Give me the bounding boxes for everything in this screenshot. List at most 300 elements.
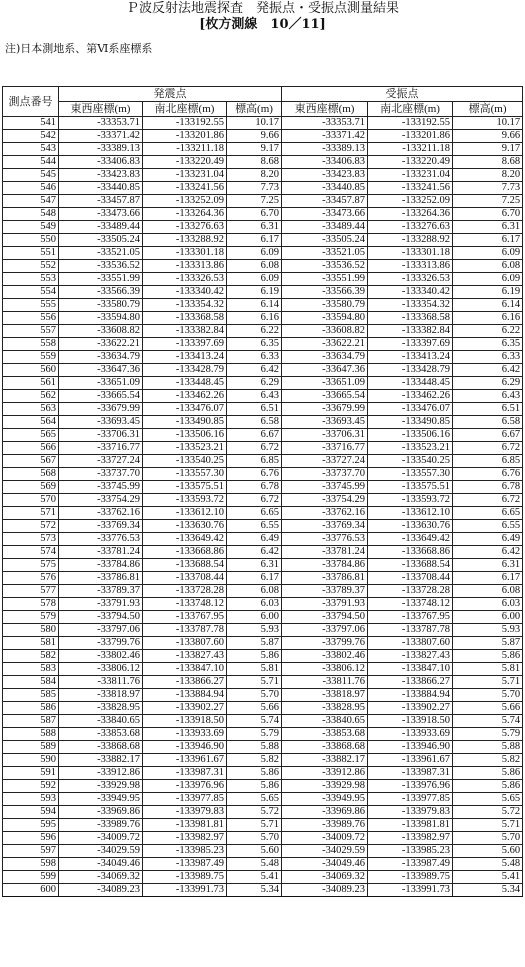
source-elevation-cell: 5.34 <box>227 884 282 897</box>
document-subtitle: [枚方測線 10／11] <box>199 17 326 32</box>
source-elevation-cell: 6.08 <box>227 585 282 598</box>
receiver-easting-cell: -33745.99 <box>282 481 368 494</box>
point-number-cell: 594 <box>3 806 59 819</box>
receiver-elevation-cell: 5.87 <box>453 637 523 650</box>
table-row <box>3 117 523 130</box>
point-number-cell: 579 <box>3 611 59 624</box>
point-number-cell: 546 <box>3 182 59 195</box>
table-row <box>3 234 523 247</box>
receiver-northing-cell: -133884.94 <box>368 689 453 702</box>
source-northing-cell: -133276.63 <box>143 221 227 234</box>
receiver-easting-cell: -33840.65 <box>282 715 368 728</box>
receiver-elevation-cell: 5.70 <box>453 689 523 702</box>
receiver-elevation-cell: 6.03 <box>453 598 523 611</box>
receiver-easting-cell: -34069.32 <box>282 871 368 884</box>
source-northing-cell: -133982.97 <box>143 832 227 845</box>
source-northing-cell: -133827.43 <box>143 650 227 663</box>
source-easting-cell: -33608.82 <box>59 325 143 338</box>
table-row <box>3 338 523 351</box>
point-number-cell: 567 <box>3 455 59 468</box>
header-point-number: 測点番号 <box>3 87 59 117</box>
source-elevation-cell: 6.67 <box>227 429 282 442</box>
source-easting-cell: -33786.81 <box>59 572 143 585</box>
source-northing-cell: -133301.18 <box>143 247 227 260</box>
table-row <box>3 312 523 325</box>
receiver-elevation-cell: 5.66 <box>453 702 523 715</box>
table-row <box>3 494 523 507</box>
receiver-easting-cell: -33679.99 <box>282 403 368 416</box>
table-row <box>3 884 523 897</box>
receiver-elevation-cell: 6.85 <box>453 455 523 468</box>
source-elevation-cell: 9.66 <box>227 130 282 143</box>
receiver-elevation-cell: 6.58 <box>453 416 523 429</box>
receiver-elevation-cell: 6.09 <box>453 247 523 260</box>
receiver-northing-cell: -133490.85 <box>368 416 453 429</box>
receiver-easting-cell: -33882.17 <box>282 754 368 767</box>
receiver-elevation-cell: 5.72 <box>453 806 523 819</box>
receiver-easting-cell: -33802.46 <box>282 650 368 663</box>
source-northing-cell: -133192.55 <box>143 117 227 130</box>
table-row <box>3 793 523 806</box>
receiver-easting-cell: -33828.95 <box>282 702 368 715</box>
receiver-northing-cell: -133252.09 <box>368 195 453 208</box>
receiver-northing-cell: -133211.18 <box>368 143 453 156</box>
header-source-northing: 南北座標(m) <box>143 102 227 117</box>
point-number-cell: 580 <box>3 624 59 637</box>
receiver-northing-cell: -133241.56 <box>368 182 453 195</box>
source-northing-cell: -133354.32 <box>143 299 227 312</box>
table-row <box>3 715 523 728</box>
table-row <box>3 520 523 533</box>
source-northing-cell: -133728.28 <box>143 585 227 598</box>
source-elevation-cell: 6.43 <box>227 390 282 403</box>
point-number-cell: 558 <box>3 338 59 351</box>
receiver-elevation-cell: 7.73 <box>453 182 523 195</box>
point-number-cell: 556 <box>3 312 59 325</box>
receiver-elevation-cell: 6.51 <box>453 403 523 416</box>
receiver-elevation-cell: 6.33 <box>453 351 523 364</box>
source-elevation-cell: 6.65 <box>227 507 282 520</box>
receiver-northing-cell: -133987.31 <box>368 767 453 780</box>
source-northing-cell: -133989.75 <box>143 871 227 884</box>
source-elevation-cell: 5.71 <box>227 819 282 832</box>
receiver-easting-cell: -33784.86 <box>282 559 368 572</box>
receiver-easting-cell: -33551.99 <box>282 273 368 286</box>
source-easting-cell: -33737.70 <box>59 468 143 481</box>
point-number-cell: 572 <box>3 520 59 533</box>
source-elevation-cell: 5.88 <box>227 741 282 754</box>
receiver-easting-cell: -34029.59 <box>282 845 368 858</box>
receiver-elevation-cell: 9.17 <box>453 143 523 156</box>
source-easting-cell: -33794.50 <box>59 611 143 624</box>
receiver-northing-cell: -133982.97 <box>368 832 453 845</box>
receiver-northing-cell: -133428.79 <box>368 364 453 377</box>
receiver-elevation-cell: 9.66 <box>453 130 523 143</box>
receiver-elevation-cell: 5.65 <box>453 793 523 806</box>
receiver-northing-cell: -133649.42 <box>368 533 453 546</box>
point-number-cell: 570 <box>3 494 59 507</box>
receiver-easting-cell: -33786.81 <box>282 572 368 585</box>
source-easting-cell: -33594.80 <box>59 312 143 325</box>
source-elevation-cell: 5.93 <box>227 624 282 637</box>
table-row <box>3 806 523 819</box>
receiver-elevation-cell: 6.22 <box>453 325 523 338</box>
receiver-northing-cell: -133933.69 <box>368 728 453 741</box>
table-row <box>3 208 523 221</box>
header-receiver-point: 受振点 <box>282 87 523 102</box>
receiver-elevation-cell: 5.60 <box>453 845 523 858</box>
source-easting-cell: -33634.79 <box>59 351 143 364</box>
receiver-elevation-cell: 6.19 <box>453 286 523 299</box>
source-northing-cell: -133540.25 <box>143 455 227 468</box>
receiver-easting-cell: -33457.87 <box>282 195 368 208</box>
receiver-elevation-cell: 6.43 <box>453 390 523 403</box>
table-row <box>3 507 523 520</box>
receiver-elevation-cell: 6.29 <box>453 377 523 390</box>
source-northing-cell: -133462.26 <box>143 390 227 403</box>
receiver-elevation-cell: 10.17 <box>453 117 523 130</box>
source-northing-cell: -133985.23 <box>143 845 227 858</box>
receiver-elevation-cell: 5.79 <box>453 728 523 741</box>
receiver-northing-cell: -133902.27 <box>368 702 453 715</box>
source-elevation-cell: 5.65 <box>227 793 282 806</box>
source-elevation-cell: 5.48 <box>227 858 282 871</box>
source-northing-cell: -133211.18 <box>143 143 227 156</box>
source-elevation-cell: 6.09 <box>227 273 282 286</box>
source-northing-cell: -133688.54 <box>143 559 227 572</box>
receiver-northing-cell: -133981.81 <box>368 819 453 832</box>
table-row <box>3 455 523 468</box>
source-elevation-cell: 6.58 <box>227 416 282 429</box>
table-row <box>3 325 523 338</box>
receiver-northing-cell: -133989.75 <box>368 871 453 884</box>
source-elevation-cell: 6.70 <box>227 208 282 221</box>
table-row <box>3 728 523 741</box>
receiver-northing-cell: -133575.51 <box>368 481 453 494</box>
table-row <box>3 845 523 858</box>
receiver-easting-cell: -33651.09 <box>282 377 368 390</box>
source-easting-cell: -33929.98 <box>59 780 143 793</box>
receiver-northing-cell: -133961.67 <box>368 754 453 767</box>
source-easting-cell: -33745.99 <box>59 481 143 494</box>
point-number-cell: 566 <box>3 442 59 455</box>
receiver-elevation-cell: 5.74 <box>453 715 523 728</box>
document-title: Ｐ波反射法地震探査 発振点・受振点測量結果 <box>125 1 399 16</box>
table-row <box>3 819 523 832</box>
receiver-elevation-cell: 5.48 <box>453 858 523 871</box>
table-row <box>3 156 523 169</box>
source-easting-cell: -33868.68 <box>59 741 143 754</box>
table-row <box>3 689 523 702</box>
source-elevation-cell: 8.68 <box>227 156 282 169</box>
receiver-easting-cell: -33797.06 <box>282 624 368 637</box>
source-elevation-cell: 7.73 <box>227 182 282 195</box>
table-row <box>3 377 523 390</box>
receiver-easting-cell: -33969.86 <box>282 806 368 819</box>
source-elevation-cell: 6.22 <box>227 325 282 338</box>
source-northing-cell: -133991.73 <box>143 884 227 897</box>
receiver-elevation-cell: 6.14 <box>453 299 523 312</box>
source-northing-cell: -133340.42 <box>143 286 227 299</box>
source-easting-cell: -33828.95 <box>59 702 143 715</box>
table-row <box>3 780 523 793</box>
receiver-elevation-cell: 5.71 <box>453 676 523 689</box>
point-number-cell: 590 <box>3 754 59 767</box>
source-easting-cell: -33551.99 <box>59 273 143 286</box>
table-row <box>3 663 523 676</box>
receiver-easting-cell: -33769.34 <box>282 520 368 533</box>
source-northing-cell: -133397.69 <box>143 338 227 351</box>
source-elevation-cell: 6.09 <box>227 247 282 260</box>
point-number-cell: 583 <box>3 663 59 676</box>
receiver-northing-cell: -133946.90 <box>368 741 453 754</box>
header-source-elevation: 標高(m) <box>227 102 282 117</box>
source-northing-cell: -133977.85 <box>143 793 227 806</box>
source-elevation-cell: 5.74 <box>227 715 282 728</box>
source-northing-cell: -133630.76 <box>143 520 227 533</box>
receiver-elevation-cell: 6.31 <box>453 559 523 572</box>
receiver-northing-cell: -133354.32 <box>368 299 453 312</box>
receiver-northing-cell: -133748.12 <box>368 598 453 611</box>
source-easting-cell: -33521.05 <box>59 247 143 260</box>
source-northing-cell: -133241.56 <box>143 182 227 195</box>
source-easting-cell: -33769.34 <box>59 520 143 533</box>
source-northing-cell: -133490.85 <box>143 416 227 429</box>
point-number-cell: 565 <box>3 429 59 442</box>
source-northing-cell: -133787.78 <box>143 624 227 637</box>
source-elevation-cell: 10.17 <box>227 117 282 130</box>
source-elevation-cell: 7.25 <box>227 195 282 208</box>
point-number-cell: 544 <box>3 156 59 169</box>
source-elevation-cell: 5.79 <box>227 728 282 741</box>
source-northing-cell: -133593.72 <box>143 494 227 507</box>
receiver-northing-cell: -133557.30 <box>368 468 453 481</box>
receiver-northing-cell: -133612.10 <box>368 507 453 520</box>
point-number-cell: 589 <box>3 741 59 754</box>
table-row <box>3 221 523 234</box>
source-elevation-cell: 6.72 <box>227 442 282 455</box>
source-easting-cell: -33811.76 <box>59 676 143 689</box>
source-northing-cell: -133961.67 <box>143 754 227 767</box>
source-northing-cell: -133368.58 <box>143 312 227 325</box>
table-row <box>3 390 523 403</box>
source-easting-cell: -33754.29 <box>59 494 143 507</box>
source-northing-cell: -133252.09 <box>143 195 227 208</box>
source-elevation-cell: 6.76 <box>227 468 282 481</box>
receiver-elevation-cell: 5.86 <box>453 780 523 793</box>
source-elevation-cell: 5.70 <box>227 832 282 845</box>
source-easting-cell: -33853.68 <box>59 728 143 741</box>
point-number-cell: 562 <box>3 390 59 403</box>
source-northing-cell: -133767.95 <box>143 611 227 624</box>
receiver-easting-cell: -33818.97 <box>282 689 368 702</box>
source-elevation-cell: 9.17 <box>227 143 282 156</box>
source-northing-cell: -133866.27 <box>143 676 227 689</box>
receiver-elevation-cell: 6.42 <box>453 364 523 377</box>
receiver-elevation-cell: 5.93 <box>453 624 523 637</box>
receiver-easting-cell: -33737.70 <box>282 468 368 481</box>
table-row <box>3 260 523 273</box>
source-northing-cell: -133987.31 <box>143 767 227 780</box>
source-northing-cell: -133264.36 <box>143 208 227 221</box>
source-easting-cell: -33806.12 <box>59 663 143 676</box>
source-northing-cell: -133981.81 <box>143 819 227 832</box>
receiver-northing-cell: -133985.23 <box>368 845 453 858</box>
source-easting-cell: -33762.16 <box>59 507 143 520</box>
source-elevation-cell: 5.60 <box>227 845 282 858</box>
receiver-easting-cell: -33754.29 <box>282 494 368 507</box>
receiver-elevation-cell: 6.08 <box>453 585 523 598</box>
table-row <box>3 624 523 637</box>
point-number-cell: 595 <box>3 819 59 832</box>
point-number-cell: 576 <box>3 572 59 585</box>
receiver-northing-cell: -133918.50 <box>368 715 453 728</box>
receiver-elevation-cell: 8.20 <box>453 169 523 182</box>
receiver-elevation-cell: 5.41 <box>453 871 523 884</box>
table-row <box>3 650 523 663</box>
table-row <box>3 702 523 715</box>
source-easting-cell: -33789.37 <box>59 585 143 598</box>
receiver-elevation-cell: 6.78 <box>453 481 523 494</box>
receiver-northing-cell: -133276.63 <box>368 221 453 234</box>
table-row <box>3 559 523 572</box>
source-elevation-cell: 6.35 <box>227 338 282 351</box>
receiver-elevation-cell: 7.25 <box>453 195 523 208</box>
receiver-elevation-cell: 6.65 <box>453 507 523 520</box>
receiver-elevation-cell: 6.55 <box>453 520 523 533</box>
source-easting-cell: -33969.86 <box>59 806 143 819</box>
receiver-easting-cell: -33912.86 <box>282 767 368 780</box>
header-receiver-elevation: 標高(m) <box>453 102 523 117</box>
source-northing-cell: -133288.92 <box>143 234 227 247</box>
receiver-northing-cell: -133767.95 <box>368 611 453 624</box>
point-number-cell: 598 <box>3 858 59 871</box>
table-row <box>3 195 523 208</box>
receiver-easting-cell: -33608.82 <box>282 325 368 338</box>
receiver-easting-cell: -33868.68 <box>282 741 368 754</box>
receiver-northing-cell: -133523.21 <box>368 442 453 455</box>
source-elevation-cell: 6.00 <box>227 611 282 624</box>
source-easting-cell: -33580.79 <box>59 299 143 312</box>
point-number-cell: 575 <box>3 559 59 572</box>
point-number-cell: 574 <box>3 546 59 559</box>
point-number-cell: 569 <box>3 481 59 494</box>
source-easting-cell: -34009.72 <box>59 832 143 845</box>
source-easting-cell: -33647.36 <box>59 364 143 377</box>
source-elevation-cell: 6.03 <box>227 598 282 611</box>
point-number-cell: 573 <box>3 533 59 546</box>
receiver-elevation-cell: 6.42 <box>453 546 523 559</box>
table-row <box>3 533 523 546</box>
point-number-cell: 599 <box>3 871 59 884</box>
table-row <box>3 871 523 884</box>
receiver-elevation-cell: 6.76 <box>453 468 523 481</box>
receiver-northing-cell: -133987.49 <box>368 858 453 871</box>
receiver-easting-cell: -33665.54 <box>282 390 368 403</box>
receiver-easting-cell: -33794.50 <box>282 611 368 624</box>
receiver-elevation-cell: 6.17 <box>453 572 523 585</box>
source-northing-cell: -133847.10 <box>143 663 227 676</box>
receiver-easting-cell: -33791.93 <box>282 598 368 611</box>
source-northing-cell: -133506.16 <box>143 429 227 442</box>
survey-results-table <box>2 86 523 897</box>
source-northing-cell: -133413.24 <box>143 351 227 364</box>
receiver-easting-cell: -33727.24 <box>282 455 368 468</box>
receiver-easting-cell: -33489.44 <box>282 221 368 234</box>
receiver-northing-cell: -133847.10 <box>368 663 453 676</box>
table-row <box>3 676 523 689</box>
receiver-easting-cell: -33929.98 <box>282 780 368 793</box>
point-number-cell: 551 <box>3 247 59 260</box>
receiver-easting-cell: -33806.12 <box>282 663 368 676</box>
source-easting-cell: -33371.42 <box>59 130 143 143</box>
header-source-easting: 東西座標(m) <box>59 102 143 117</box>
receiver-elevation-cell: 5.71 <box>453 819 523 832</box>
receiver-easting-cell: -33622.21 <box>282 338 368 351</box>
point-number-cell: 542 <box>3 130 59 143</box>
point-number-cell: 550 <box>3 234 59 247</box>
receiver-easting-cell: -33776.53 <box>282 533 368 546</box>
source-easting-cell: -34069.32 <box>59 871 143 884</box>
table-row <box>3 442 523 455</box>
source-northing-cell: -133220.49 <box>143 156 227 169</box>
receiver-easting-cell: -33389.13 <box>282 143 368 156</box>
source-northing-cell: -133382.84 <box>143 325 227 338</box>
source-elevation-cell: 5.86 <box>227 650 282 663</box>
source-elevation-cell: 5.81 <box>227 663 282 676</box>
source-northing-cell: -133649.42 <box>143 533 227 546</box>
source-easting-cell: -33505.24 <box>59 234 143 247</box>
receiver-northing-cell: -133462.26 <box>368 390 453 403</box>
source-northing-cell: -133523.21 <box>143 442 227 455</box>
receiver-northing-cell: -133340.42 <box>368 286 453 299</box>
receiver-northing-cell: -133827.43 <box>368 650 453 663</box>
receiver-easting-cell: -33762.16 <box>282 507 368 520</box>
table-row <box>3 767 523 780</box>
table-row <box>3 416 523 429</box>
source-easting-cell: -33389.13 <box>59 143 143 156</box>
source-elevation-cell: 6.08 <box>227 260 282 273</box>
receiver-easting-cell: -33789.37 <box>282 585 368 598</box>
receiver-elevation-cell: 8.68 <box>453 156 523 169</box>
receiver-easting-cell: -34009.72 <box>282 832 368 845</box>
table-row <box>3 143 523 156</box>
table-row <box>3 585 523 598</box>
point-number-cell: 582 <box>3 650 59 663</box>
point-number-cell: 577 <box>3 585 59 598</box>
receiver-elevation-cell: 5.34 <box>453 884 523 897</box>
table-row <box>3 247 523 260</box>
receiver-northing-cell: -133397.69 <box>368 338 453 351</box>
receiver-elevation-cell: 6.16 <box>453 312 523 325</box>
point-number-cell: 555 <box>3 299 59 312</box>
receiver-easting-cell: -33781.24 <box>282 546 368 559</box>
receiver-northing-cell: -133866.27 <box>368 676 453 689</box>
receiver-northing-cell: -133476.07 <box>368 403 453 416</box>
point-number-cell: 559 <box>3 351 59 364</box>
point-number-cell: 596 <box>3 832 59 845</box>
source-northing-cell: -133918.50 <box>143 715 227 728</box>
receiver-easting-cell: -33811.76 <box>282 676 368 689</box>
source-elevation-cell: 6.31 <box>227 559 282 572</box>
receiver-easting-cell: -33716.77 <box>282 442 368 455</box>
source-easting-cell: -33353.71 <box>59 117 143 130</box>
source-elevation-cell: 6.17 <box>227 234 282 247</box>
source-elevation-cell: 8.20 <box>227 169 282 182</box>
point-number-cell: 587 <box>3 715 59 728</box>
point-number-cell: 545 <box>3 169 59 182</box>
source-easting-cell: -33622.21 <box>59 338 143 351</box>
